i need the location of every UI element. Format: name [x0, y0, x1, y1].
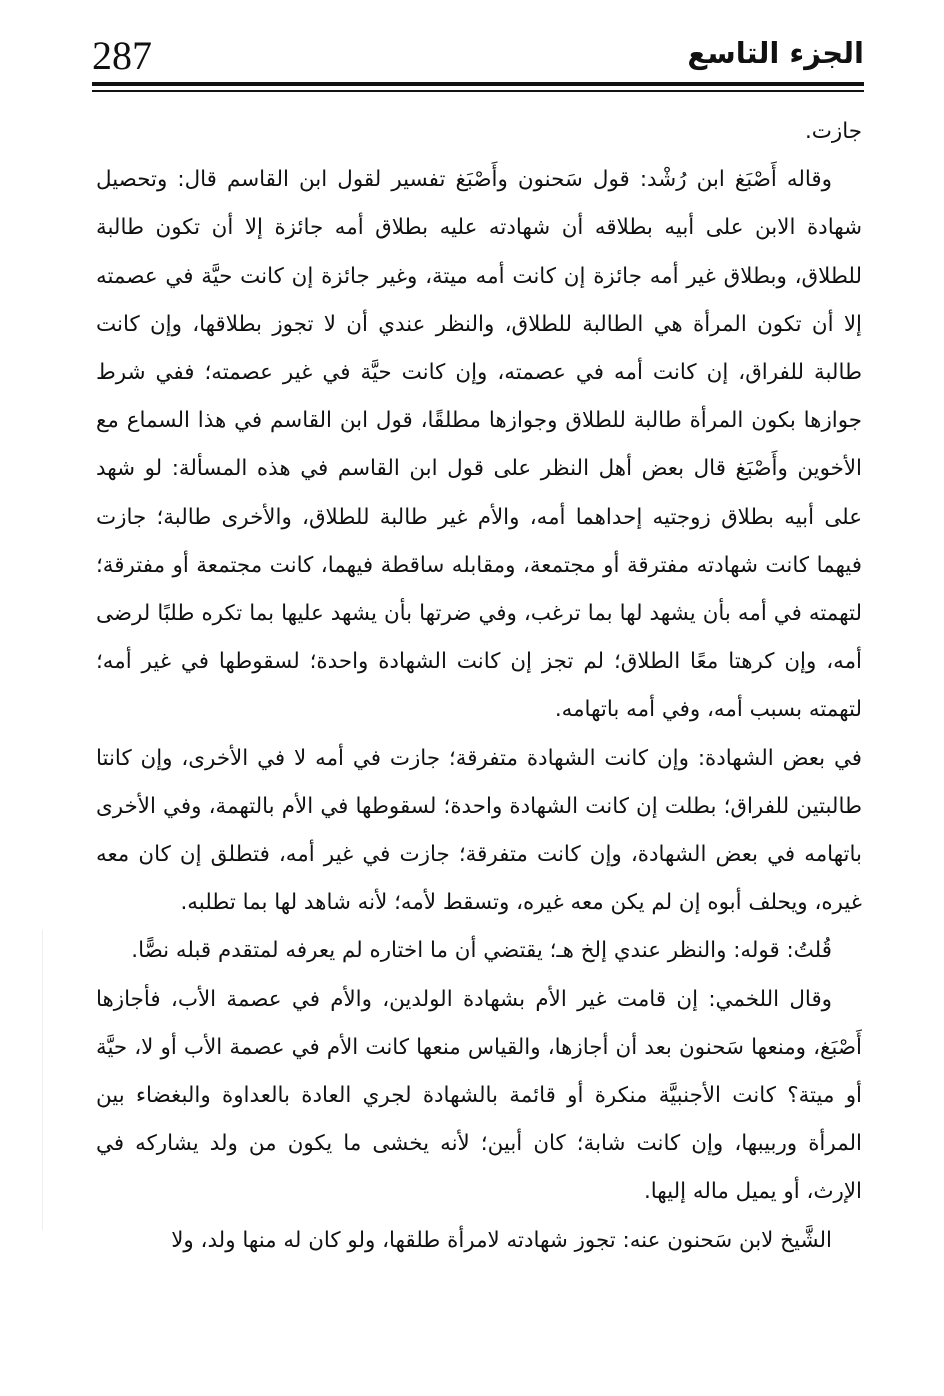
header-rule-thin — [92, 90, 864, 92]
paragraph: جازت. — [804, 119, 862, 144]
gutter-line — [42, 930, 43, 1230]
body-text — [96, 108, 862, 1265]
paragraph: في بعض الشهادة: وإن كانت الشهادة متفرقة؛ جازت في أمه لا في الأخرى، وإن كانتا طالبتين للفراق؛ بطلت إن كانت الشهادة واحدة؛ لسقوطها في الأم بالتهمة، وفي الأخرى باتهامه في بعض الشهادة، وإن كانت متفرقة؛ جازت في غير أمه، فتطلق إن كان معه غيره، ويحلف أبوه إن لم يكن معه غيره، وتسقط لأمه؛ لأنه شاهد لها بما تطلبه. — [96, 745, 862, 916]
paragraph: الشَّيخ لابن سَحنون عنه: تجوز شهادته لامرأة طلقها، ولو كان له منها ولد، ولا — [171, 1227, 832, 1253]
header-rule-thick — [92, 82, 864, 86]
paragraph: وقاله أَصْبَغ ابن رُشْد: قول سَحنون وأَصْبَغ تفسير لقول ابن القاسم قال: وتحصيل شهادة الابن على أبيه بطلاقه أن شهادته عليه بطلاق أمه جائزة إلا أن تكون طالبة للطلاق، وبطلاق غير أمه جائزة إن كانت أمه ميتة، وغير جائزة إن كانت حيَّة في عصمته إلا أن تكون المرأة هي الطالبة للطلاق، والنظر عندي أن لا تجوز بطلاقها، وإن كانت طالبة للفراق، إن كانت أمه في عصمته، وإن كانت حيَّة في غير عصمته؛ ففي شرط جوازها بكون المرأة طالبة للطلاق وجوازها مطلقًا، قول ابن القاسم في هذا السماع مع الأخوين وأَصْبَغ قال بعض أهل النظر على قول ابن القاسم في هذه المسألة: لو شهد على أبيه بطلاق زوجتيه إحداهما أمه، والأم غير طالبة للطلاق، والأخرى طالبة؛ جازت فيهما كانت شهادته مفترقة أو مجتمعة، ومقابله ساقطة فيهما، كانت مجتمعة أو مفترقة؛ لتهمته في أمه بأن يشهد لها بما ترغب، وفي ضرتها بأن يشهد عليها بما تكره طلبًا لرضى أمه، وإن كرهتا معًا الطلاق؛ لم تجز إن كانت الشهادة واحدة؛ لسقوطها في غير أمه؛ لتهمته بسبب أمه، وفي أمه باتهامه. — [96, 167, 862, 723]
page-number: 287 — [92, 33, 152, 78]
paragraph: قُلتُ: قوله: والنظر عندي إلخ هـ؛ يقتضي أن ما اختاره لم يعرفه لمتقدم قبله نصًّا. — [131, 938, 832, 964]
running-title: الجزء التاسع — [687, 36, 864, 70]
paragraph: وقال اللخمي: إن قامت غير الأم بشهادة الولدين، والأم في عصمة الأب، فأجازها أَصْبَغ، ومنعها سَحنون بعد أن أجازها، والقياس منعها كانت الأم في عصمة الأب أو لا، حيَّة أو ميتة؟ كانت الأجنبيَّة منكرة أو قائمة بالشهادة لجري العادة بالعداوة والبغضاء بين المرأة وربيبها، وإن كانت شابة؛ كان أبين؛ لأنه يخشى ما يكون من ولد يشاركه في الإرث، أو يميل ماله إليها. — [96, 986, 862, 1205]
